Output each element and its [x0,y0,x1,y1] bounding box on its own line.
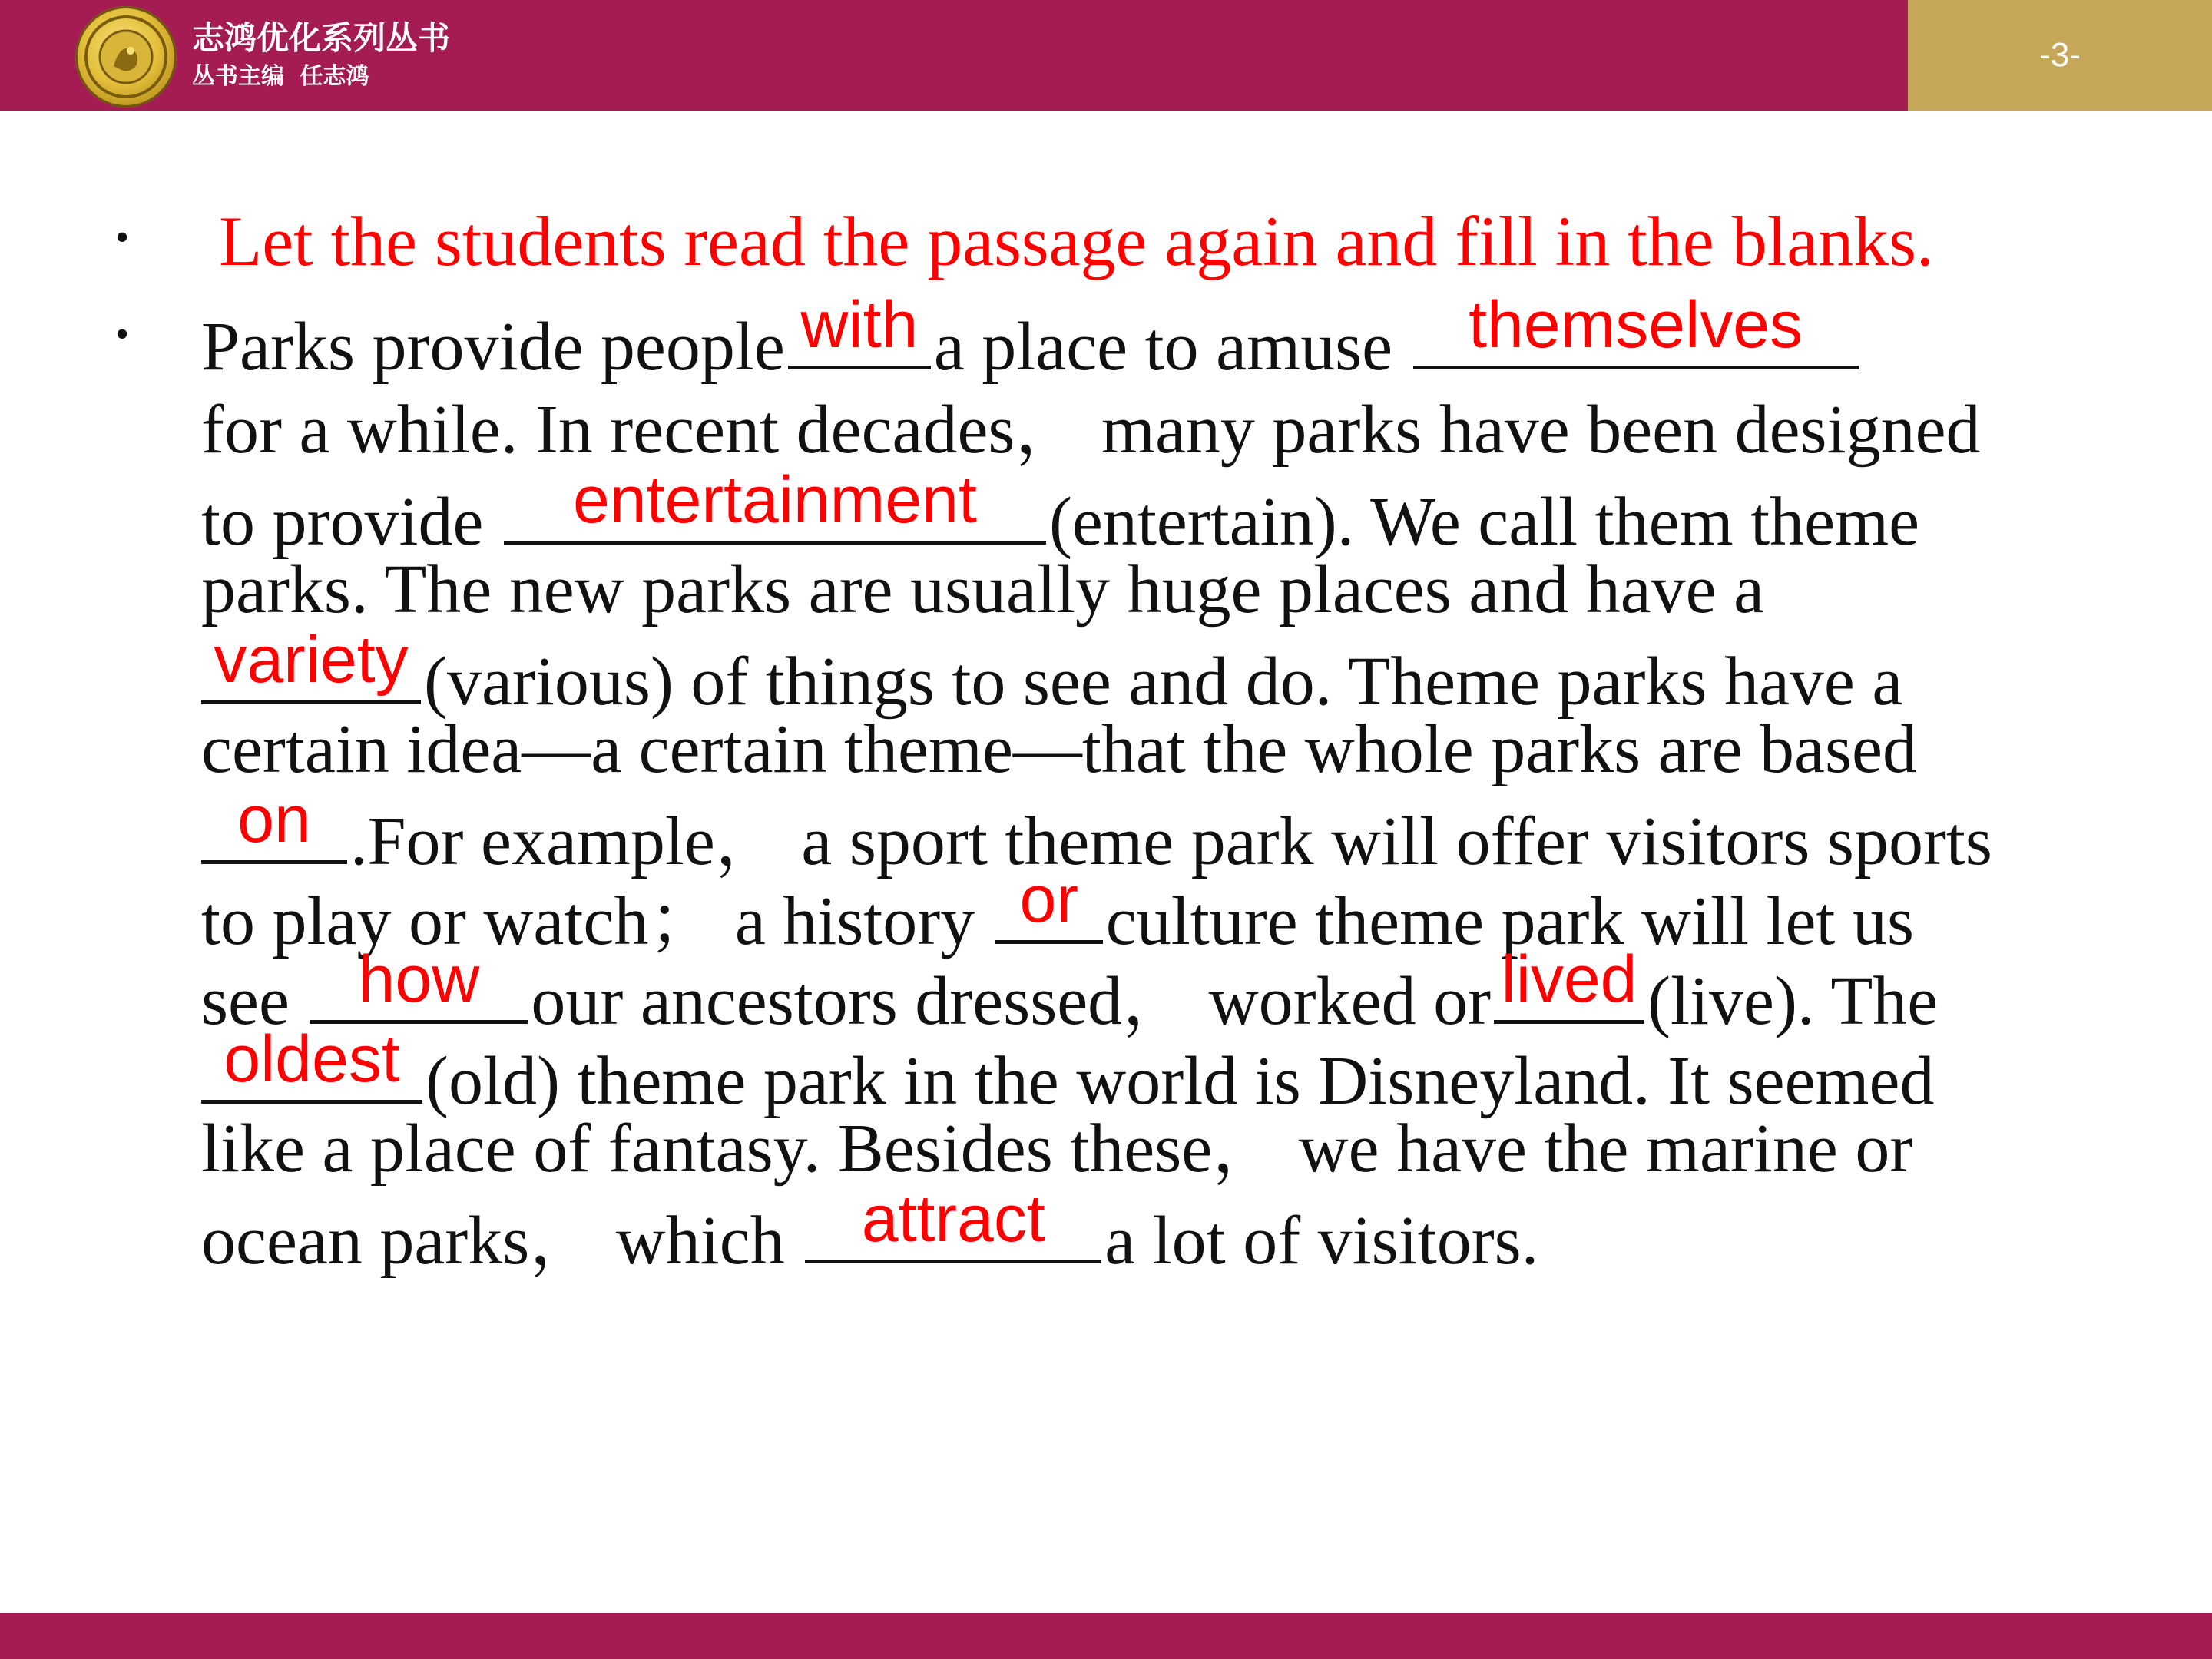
answer-blank [788,287,931,369]
answer-text: oldest [224,1022,400,1096]
passage-text: to provide [201,484,484,560]
passage-line [201,622,1903,720]
answer-text: on [237,782,311,856]
passage-line [201,942,1939,1040]
passage-text: (entertain). We call them theme [1048,484,1920,560]
answer-text: variety [214,622,409,697]
passage-text: culture theme park will let us [1105,883,1914,959]
bullet-marker: • [115,216,130,260]
bullet-marker: • [115,313,130,356]
answer-blank [805,1181,1101,1263]
passage-line [201,392,1981,469]
passage-line [201,1022,1935,1120]
series-title: 志鸿优化系列丛书 [192,19,451,57]
passage-line [201,462,1920,561]
answer-text: attract [861,1181,1045,1256]
answer-text: with [800,287,919,362]
passage-text: (old) theme park in the world is Disneyland. It seemed [426,1043,1935,1119]
seal-emblem-icon [75,6,177,108]
passage-line [201,551,1764,628]
passage-text: our ancestors dressed， worked or [531,963,1492,1039]
answer-blank [1413,287,1859,369]
passage-text: like a place of fantasy. Besides these， we have the marine or [201,1111,1913,1187]
passage-text: to play or watch； a history [201,883,975,959]
passage-line [201,711,1917,788]
passage-text: a place to amuse [933,309,1393,385]
passage-text: parks. The new parks are usually huge places and have a [201,551,1765,628]
answer-blank [310,942,528,1024]
answer-blank [201,782,347,864]
answer-blank [504,462,1046,545]
answer-blank [995,862,1103,944]
page-number: -3- [1908,0,2212,111]
answer-blank [1494,942,1644,1024]
passage-text: (live). The [1647,963,1939,1039]
answer-text: how [358,942,480,1016]
passage-line [201,1111,1912,1187]
passage-text: a lot of visitors. [1104,1203,1539,1279]
passage-text: ocean parks， which [201,1203,785,1279]
passage-text: certain idea—a certain theme—that the whole parks are based [201,711,1917,787]
passage-text: see [201,963,290,1039]
answer-text: or [1019,862,1079,936]
passage-text: (various) of things to see and do. Theme parks have a [424,644,1903,720]
instruction-text: Let the students read the passage again and fill in the blanks. [219,202,1934,280]
school-seal-logo [75,6,177,108]
passage-text: for a while. In recent decades， many parks have been designed [201,392,1981,468]
passage-line [201,1181,1539,1280]
answer-text: themselves [1469,287,1803,362]
series-editor: 丛书主编 任志鸿 [192,63,369,90]
answer-blank [201,622,421,704]
answer-text: entertainment [573,462,977,537]
passage-line [201,287,1862,386]
passage-text: .For example， a sport theme park will offer visitors sports [350,803,1992,879]
answer-text: lived [1501,942,1637,1016]
answer-blank [201,1022,422,1104]
passage-text: Parks provide people [201,309,785,385]
footer-bar [0,1613,2212,1659]
